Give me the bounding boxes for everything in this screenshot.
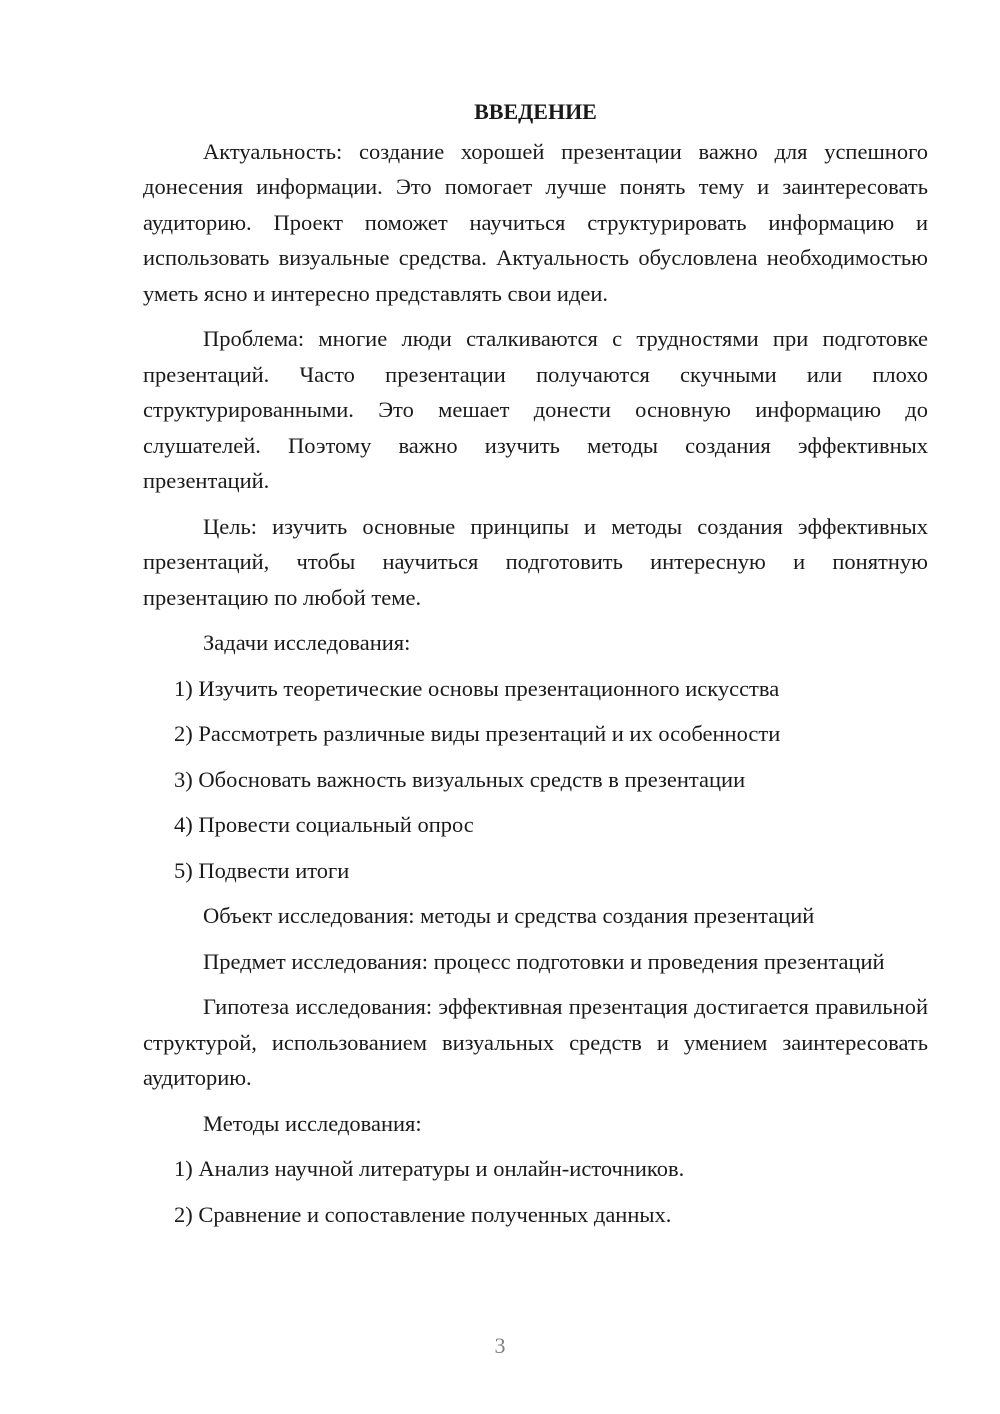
list-item: 1) Изучить теоретические основы презентационного искусства (174, 675, 780, 701)
methods-list (143, 1151, 928, 1232)
subject-paragraph: Предмет исследования: процесс подготовки и проведения презентаций (203, 948, 885, 974)
list-item: 3) Обосновать важность визуальных средств в презентации (174, 766, 746, 792)
hypothesis-paragraph: Гипотеза исследования: эффективная презентация достигается правильной структурой, использованием визуальных средств и умением заинтересовать аудиторию. (143, 994, 928, 1090)
list-item: 2) Рассмотреть различные виды презентаций и их особенности (174, 721, 781, 746)
tasks-list (143, 671, 928, 889)
list-item: 1) Анализ научной литературы и онлайн-источников. (174, 1156, 685, 1181)
tasks-heading: Задачи исследования: (203, 630, 411, 655)
page-content (143, 94, 928, 1242)
methods-heading: Методы исследования: (203, 1110, 422, 1136)
object-paragraph: Объект исследования: методы и средства создания презентаций (203, 903, 815, 928)
problem-paragraph: Проблема: многие люди сталкиваются с трудностями при подготовке презентаций. Часто презентации получаются скучными или плохо структурированными. Это мешает донести основную информацию до слушателей. Поэтому важно изучить методы создания эффективных презентаций. (143, 326, 928, 493)
goal-paragraph: Цель: изучить основные принципы и методы создания эффективных презентаций, чтобы научиться подготовить интересную и понятную презентацию по любой теме. (143, 513, 928, 610)
page-title: ВВЕДЕНИЕ (474, 99, 597, 124)
list-item: 4) Провести социальный опрос (174, 812, 474, 837)
actuality-paragraph: Актуальность: создание хорошей презентации важно для успешного донесения информации. Это помогает лучше понять тему и заинтересовать аудиторию. Проект поможет научиться структурировать информацию и использовать визуальные средства. Актуальность обусловлена необходимостью уметь ясно и интересно представлять свои идеи. (143, 138, 928, 306)
list-item: 5) Подвести итоги (174, 857, 350, 883)
page-number: 3 (494, 1333, 506, 1358)
list-item: 2) Сравнение и сопоставление полученных данных. (174, 1201, 672, 1227)
